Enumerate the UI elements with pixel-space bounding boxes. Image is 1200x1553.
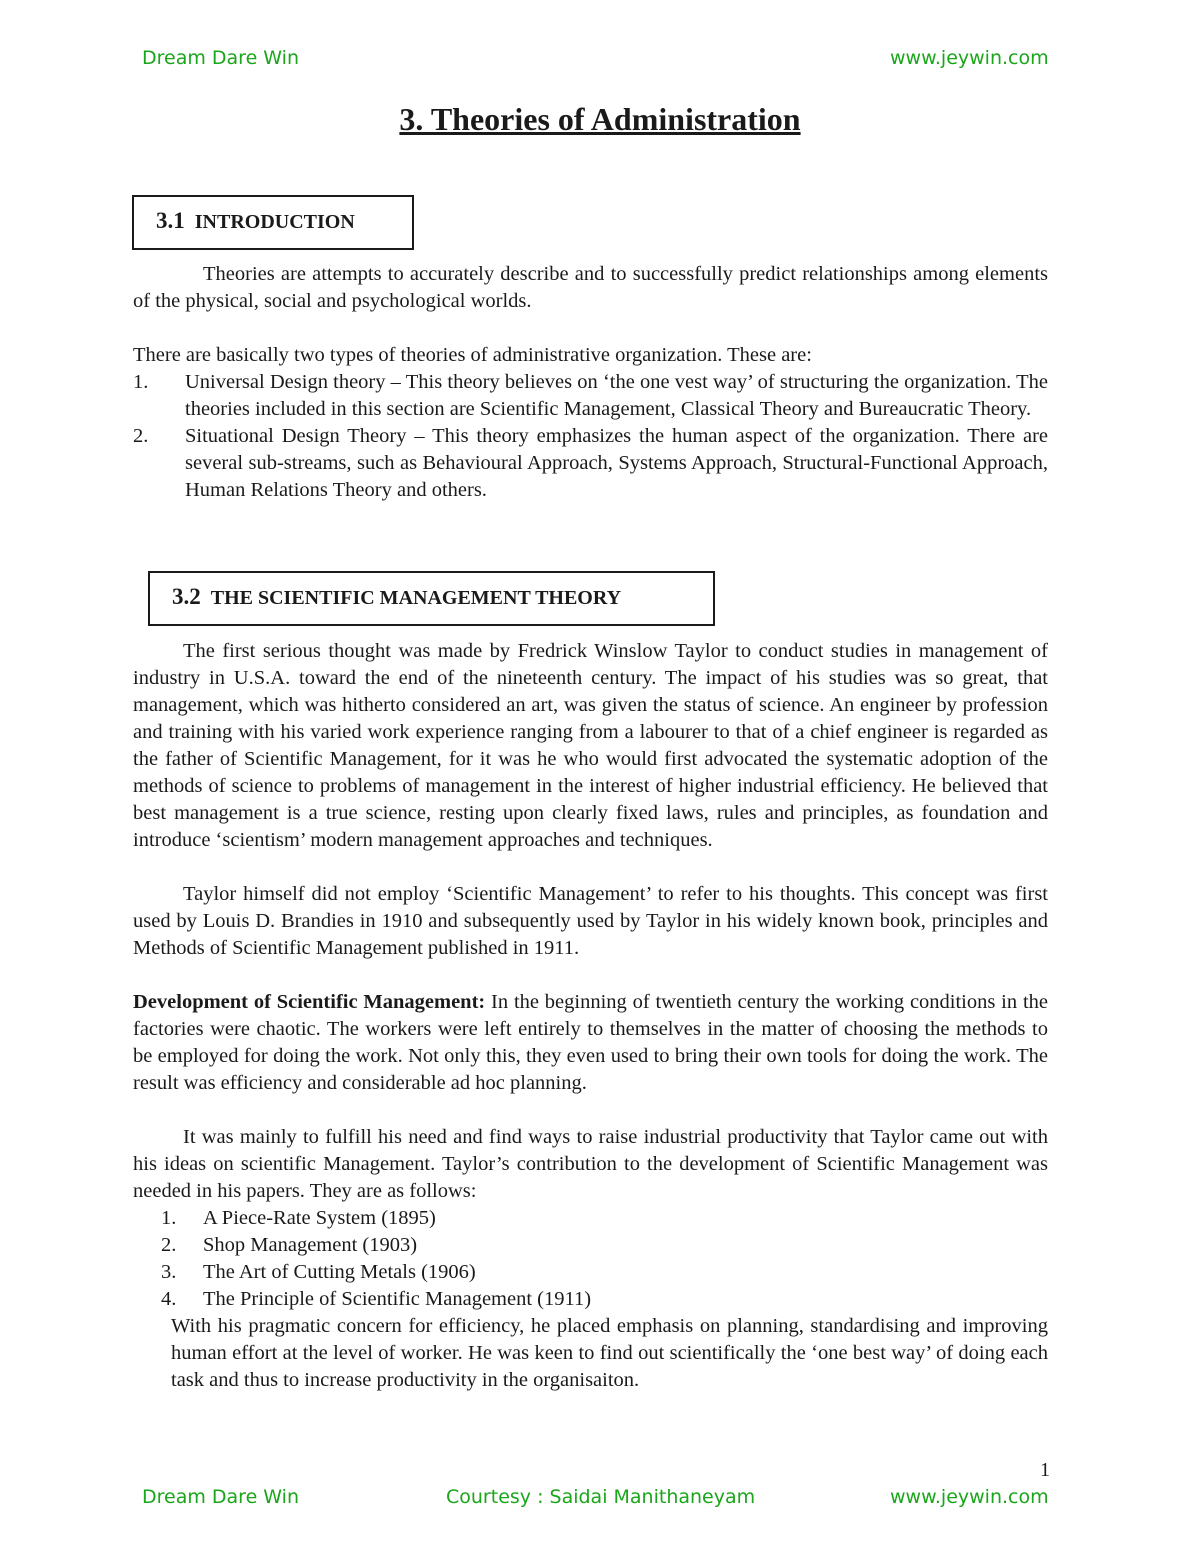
section-intro-body xyxy=(133,261,1048,504)
list-item xyxy=(133,369,1048,423)
list-item xyxy=(133,1259,1048,1286)
brandies-paragraph: Taylor himself did not employ ‘Scientific Management’ to refer to his thoughts. This concept was first used by Louis D. Brandies in 1910 and subsequently used by Taylor in his widely known book, principles and Methods of Scientific Management published in 1911. xyxy=(133,883,1048,959)
development-paragraph xyxy=(133,989,1048,1097)
footer-left: Dream Dare Win xyxy=(142,1486,299,1508)
list-number: 2. xyxy=(161,1234,177,1256)
list-number: 3. xyxy=(161,1261,177,1283)
section-number: 3.1 xyxy=(156,208,185,233)
section-heading-box-intro xyxy=(132,195,414,250)
pragmatic-paragraph: With his pragmatic concern for efficiency, he placed emphasis on planning, standardising and improving human effort at the level of worker. He was keen to find out scientifically the ‘one best way’ of doing each task and thus to increase productivity in the organisaiton. xyxy=(171,1315,1048,1391)
list-text: A Piece-Rate System (1895) xyxy=(203,1207,436,1229)
list-number: 2. xyxy=(133,425,149,447)
intro-paragraph: Theories are attempts to accurately describe and to successfully predict relationships among elements of the physical, social and psychological worlds. xyxy=(133,263,1048,312)
types-lead-paragraph: There are basically two types of theories of administrative organization. These are: xyxy=(133,344,812,366)
list-number: 1. xyxy=(161,1207,177,1229)
list-item xyxy=(133,423,1048,504)
list-text: Situational Design Theory – This theory emphasizes the human aspect of the organization. There are several sub-streams, such as Behavioural Approach, Systems Approach, Structural-Functional Approach, Human Relations Theory and others. xyxy=(185,425,1048,501)
section-scientific-body xyxy=(133,638,1048,1394)
development-text: In the beginning of twentieth century the working conditions in the factories were chaotic. The workers were left entirely to themselves in the matter of choosing the methods to be employed for doing the work. Not only this, they even used to bring their own tools for doing the work. The result was efficiency and considerable ad hoc planning. xyxy=(133,991,1048,1094)
section-heading-box-scientific xyxy=(148,571,715,626)
section-heading: THE SCIENTIFIC MANAGEMENT THEORY xyxy=(210,587,622,609)
list-text: Shop Management (1903) xyxy=(203,1234,418,1256)
taylor-paragraph: The first serious thought was made by Fredrick Winslow Taylor to conduct studies in management of industry in U.S.A. toward the end of the nineteenth century. The impact of his studies was so great, that management, which was hitherto considered an art, was given the status of science. An engineer by profession and training with his varied work experience ranging from a labourer to that of a chief engineer is regarded as the father of Scientific Management, for it was he who would first advocated the systematic adoption of the methods of science to problems of management in the interest of higher industrial efficiency. He believed that best management is a true science, resting upon clearly fixed laws, rules and principles, as foundation and introduce ‘scientism’ modern management approaches and techniques. xyxy=(133,640,1048,851)
list-text: Universal Design theory – This theory believes on ‘the one vest way’ of structuring the organization. The theories included in this section are Scientific Management, Classical Theory and Bureaucratic Theory. xyxy=(185,371,1048,420)
list-item xyxy=(133,1286,1048,1313)
list-text: The Art of Cutting Metals (1906) xyxy=(203,1261,476,1283)
list-number: 4. xyxy=(161,1288,177,1310)
footer-courtesy: Courtesy : Saidai Manithaneyam xyxy=(446,1486,756,1508)
list-item xyxy=(133,1205,1048,1232)
footer-right-url: www.jeywin.com xyxy=(890,1486,1049,1508)
development-label: Development of Scientific Management: xyxy=(133,991,486,1013)
list-text: The Principle of Scientific Management (1911) xyxy=(203,1288,592,1310)
header-left: Dream Dare Win xyxy=(142,47,299,69)
section-heading: INTRODUCTION xyxy=(194,211,355,233)
section-number: 3.2 xyxy=(172,584,201,609)
page-title: 3. Theories of Administration xyxy=(399,101,801,137)
page-number: 1 xyxy=(1040,1459,1050,1481)
header-right-url: www.jeywin.com xyxy=(890,47,1049,69)
contribution-paragraph: It was mainly to fulfill his need and find ways to raise industrial productivity that Taylor came out with his ideas on scientific Management. Taylor’s contribution to the development of Scientific Management was needed in his papers. They are as follows: xyxy=(133,1126,1048,1202)
list-number: 1. xyxy=(133,371,149,393)
list-item xyxy=(133,1232,1048,1259)
